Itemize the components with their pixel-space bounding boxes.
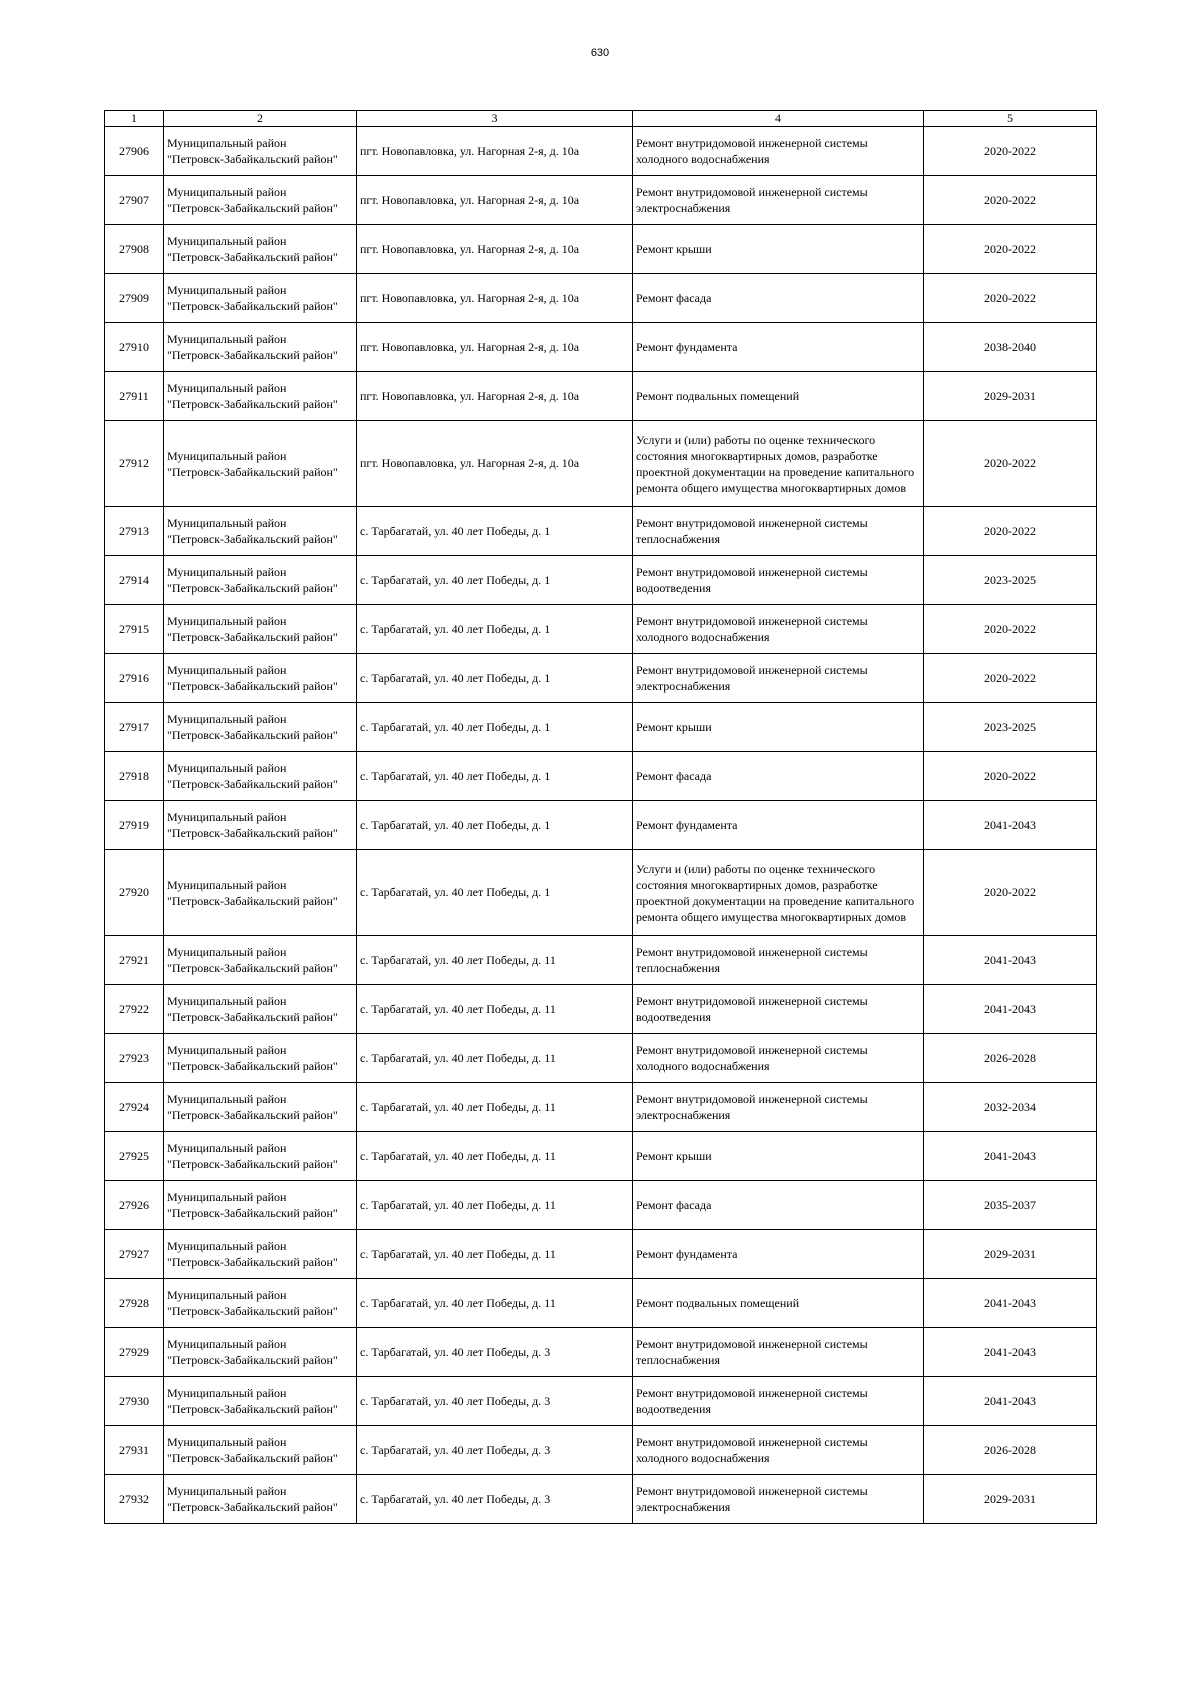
table-row <box>105 1083 1097 1132</box>
table-row <box>105 703 1097 752</box>
address-cell: с. Тарбагатай, ул. 40 лет Победы, д. 11 <box>357 1034 633 1083</box>
work-type-cell: Ремонт внутридомовой инженерной системы электроснабжения <box>633 1083 924 1132</box>
row-number-cell: 27910 <box>105 323 164 372</box>
address-cell: с. Тарбагатай, ул. 40 лет Победы, д. 3 <box>357 1328 633 1377</box>
work-type-cell: Ремонт фасада <box>633 752 924 801</box>
period-cell: 2020-2022 <box>924 752 1097 801</box>
table-row <box>105 274 1097 323</box>
address-cell: с. Тарбагатай, ул. 40 лет Победы, д. 1 <box>357 801 633 850</box>
row-number-cell: 27928 <box>105 1279 164 1328</box>
work-type-cell: Ремонт внутридомовой инженерной системы водоотведения <box>633 1377 924 1426</box>
address-cell: с. Тарбагатай, ул. 40 лет Победы, д. 3 <box>357 1426 633 1475</box>
period-cell: 2029-2031 <box>924 372 1097 421</box>
municipality-cell: Муниципальный район "Петровск-Забайкальский район" <box>164 654 357 703</box>
row-number-cell: 27916 <box>105 654 164 703</box>
period-cell: 2020-2022 <box>924 605 1097 654</box>
row-number-cell: 27931 <box>105 1426 164 1475</box>
period-cell: 2020-2022 <box>924 654 1097 703</box>
table-row <box>105 985 1097 1034</box>
municipality-cell: Муниципальный район "Петровск-Забайкальский район" <box>164 225 357 274</box>
row-number-cell: 27911 <box>105 372 164 421</box>
work-type-cell: Ремонт фасада <box>633 274 924 323</box>
address-cell: пгт. Новопавловка, ул. Нагорная 2-я, д. 10а <box>357 421 633 507</box>
address-cell: с. Тарбагатай, ул. 40 лет Победы, д. 1 <box>357 605 633 654</box>
column-header-3: 3 <box>357 111 633 127</box>
work-type-cell: Ремонт внутридомовой инженерной системы холодного водоснабжения <box>633 1034 924 1083</box>
table-row <box>105 1377 1097 1426</box>
municipality-cell: Муниципальный район "Петровск-Забайкальский район" <box>164 1181 357 1230</box>
address-cell: пгт. Новопавловка, ул. Нагорная 2-я, д. 10а <box>357 274 633 323</box>
row-number-cell: 27921 <box>105 936 164 985</box>
row-number-cell: 27924 <box>105 1083 164 1132</box>
row-number-cell: 27915 <box>105 605 164 654</box>
table-row <box>105 654 1097 703</box>
period-cell: 2026-2028 <box>924 1426 1097 1475</box>
address-cell: с. Тарбагатай, ул. 40 лет Победы, д. 1 <box>357 507 633 556</box>
address-cell: с. Тарбагатай, ул. 40 лет Победы, д. 11 <box>357 1083 633 1132</box>
municipality-cell: Муниципальный район "Петровск-Забайкальский район" <box>164 1034 357 1083</box>
table-row <box>105 507 1097 556</box>
table-row <box>105 850 1097 936</box>
period-cell: 2041-2043 <box>924 936 1097 985</box>
period-cell: 2041-2043 <box>924 1132 1097 1181</box>
work-type-cell: Услуги и (или) работы по оценке технического состояния многоквартирных домов, разработке проектной документации на проведение капитального ремонта общего имущества многоквартирных домов <box>633 421 924 507</box>
row-number-cell: 27917 <box>105 703 164 752</box>
address-cell: пгт. Новопавловка, ул. Нагорная 2-я, д. 10а <box>357 323 633 372</box>
row-number-cell: 27912 <box>105 421 164 507</box>
work-type-cell: Ремонт внутридомовой инженерной системы холодного водоснабжения <box>633 605 924 654</box>
municipality-cell: Муниципальный район "Петровск-Забайкальский район" <box>164 605 357 654</box>
work-type-cell: Ремонт внутридомовой инженерной системы холодного водоснабжения <box>633 127 924 176</box>
row-number-cell: 27926 <box>105 1181 164 1230</box>
municipality-cell: Муниципальный район "Петровск-Забайкальский район" <box>164 985 357 1034</box>
row-number-cell: 27914 <box>105 556 164 605</box>
row-number-cell: 27929 <box>105 1328 164 1377</box>
address-cell: пгт. Новопавловка, ул. Нагорная 2-я, д. 10а <box>357 225 633 274</box>
address-cell: с. Тарбагатай, ул. 40 лет Победы, д. 11 <box>357 1230 633 1279</box>
table-row <box>105 1328 1097 1377</box>
work-type-cell: Ремонт крыши <box>633 225 924 274</box>
column-header-1: 1 <box>105 111 164 127</box>
municipality-cell: Муниципальный район "Петровск-Забайкальский район" <box>164 372 357 421</box>
column-header-2: 2 <box>164 111 357 127</box>
period-cell: 2026-2028 <box>924 1034 1097 1083</box>
row-number-cell: 27927 <box>105 1230 164 1279</box>
municipality-cell: Муниципальный район "Петровск-Забайкальский район" <box>164 1328 357 1377</box>
period-cell: 2041-2043 <box>924 1279 1097 1328</box>
row-number-cell: 27913 <box>105 507 164 556</box>
address-cell: с. Тарбагатай, ул. 40 лет Победы, д. 3 <box>357 1475 633 1524</box>
table-row <box>105 1426 1097 1475</box>
work-type-cell: Ремонт внутридомовой инженерной системы теплоснабжения <box>633 1328 924 1377</box>
work-type-cell: Ремонт фасада <box>633 1181 924 1230</box>
row-number-cell: 27908 <box>105 225 164 274</box>
period-cell: 2020-2022 <box>924 176 1097 225</box>
municipality-cell: Муниципальный район "Петровск-Забайкальский район" <box>164 703 357 752</box>
address-cell: с. Тарбагатай, ул. 40 лет Победы, д. 3 <box>357 1377 633 1426</box>
address-cell: с. Тарбагатай, ул. 40 лет Победы, д. 1 <box>357 654 633 703</box>
municipality-cell: Муниципальный район "Петровск-Забайкальский район" <box>164 176 357 225</box>
address-cell: пгт. Новопавловка, ул. Нагорная 2-я, д. 10а <box>357 127 633 176</box>
column-header-4: 4 <box>633 111 924 127</box>
column-header-5: 5 <box>924 111 1097 127</box>
municipality-cell: Муниципальный район "Петровск-Забайкальский район" <box>164 556 357 605</box>
work-type-cell: Ремонт внутридомовой инженерной системы электроснабжения <box>633 1475 924 1524</box>
table-body <box>105 127 1097 1524</box>
work-type-cell: Ремонт внутридомовой инженерной системы холодного водоснабжения <box>633 1426 924 1475</box>
work-type-cell: Услуги и (или) работы по оценке технического состояния многоквартирных домов, разработке проектной документации на проведение капитального ремонта общего имущества многоквартирных домов <box>633 850 924 936</box>
period-cell: 2035-2037 <box>924 1181 1097 1230</box>
municipality-cell: Муниципальный район "Петровск-Забайкальский район" <box>164 127 357 176</box>
work-type-cell: Ремонт внутридомовой инженерной системы электроснабжения <box>633 176 924 225</box>
municipality-cell: Муниципальный район "Петровск-Забайкальский район" <box>164 323 357 372</box>
municipality-cell: Муниципальный район "Петровск-Забайкальский район" <box>164 752 357 801</box>
row-number-cell: 27922 <box>105 985 164 1034</box>
work-type-cell: Ремонт фундамента <box>633 323 924 372</box>
table-row <box>105 1132 1097 1181</box>
work-type-cell: Ремонт подвальных помещений <box>633 1279 924 1328</box>
table-row <box>105 421 1097 507</box>
period-cell: 2032-2034 <box>924 1083 1097 1132</box>
municipality-cell: Муниципальный район "Петровск-Забайкальский район" <box>164 850 357 936</box>
period-cell: 2029-2031 <box>924 1230 1097 1279</box>
table-row <box>105 1230 1097 1279</box>
period-cell: 2020-2022 <box>924 421 1097 507</box>
table-row <box>105 323 1097 372</box>
table-row <box>105 127 1097 176</box>
period-cell: 2020-2022 <box>924 225 1097 274</box>
row-number-cell: 27919 <box>105 801 164 850</box>
period-cell: 2020-2022 <box>924 507 1097 556</box>
municipality-cell: Муниципальный район "Петровск-Забайкальский район" <box>164 1475 357 1524</box>
period-cell: 2041-2043 <box>924 1328 1097 1377</box>
period-cell: 2038-2040 <box>924 323 1097 372</box>
address-cell: пгт. Новопавловка, ул. Нагорная 2-я, д. 10а <box>357 372 633 421</box>
table-row <box>105 1181 1097 1230</box>
period-cell: 2041-2043 <box>924 801 1097 850</box>
period-cell: 2020-2022 <box>924 127 1097 176</box>
municipality-cell: Муниципальный район "Петровск-Забайкальский район" <box>164 1230 357 1279</box>
municipality-cell: Муниципальный район "Петровск-Забайкальский район" <box>164 1132 357 1181</box>
address-cell: с. Тарбагатай, ул. 40 лет Победы, д. 11 <box>357 1132 633 1181</box>
work-type-cell: Ремонт крыши <box>633 1132 924 1181</box>
address-cell: с. Тарбагатай, ул. 40 лет Победы, д. 1 <box>357 703 633 752</box>
municipality-cell: Муниципальный район "Петровск-Забайкальский район" <box>164 274 357 323</box>
work-type-cell: Ремонт фундамента <box>633 801 924 850</box>
municipality-cell: Муниципальный район "Петровск-Забайкальский район" <box>164 936 357 985</box>
period-cell: 2029-2031 <box>924 1475 1097 1524</box>
address-cell: с. Тарбагатай, ул. 40 лет Победы, д. 1 <box>357 850 633 936</box>
row-number-cell: 27918 <box>105 752 164 801</box>
address-cell: с. Тарбагатай, ул. 40 лет Победы, д. 11 <box>357 985 633 1034</box>
table-row <box>105 1475 1097 1524</box>
row-number-cell: 27923 <box>105 1034 164 1083</box>
work-type-cell: Ремонт фундамента <box>633 1230 924 1279</box>
municipality-cell: Муниципальный район "Петровск-Забайкальский район" <box>164 1083 357 1132</box>
row-number-cell: 27920 <box>105 850 164 936</box>
row-number-cell: 27907 <box>105 176 164 225</box>
address-cell: с. Тарбагатай, ул. 40 лет Победы, д. 11 <box>357 1181 633 1230</box>
row-number-cell: 27925 <box>105 1132 164 1181</box>
work-type-cell: Ремонт внутридомовой инженерной системы электроснабжения <box>633 654 924 703</box>
work-type-cell: Ремонт подвальных помещений <box>633 372 924 421</box>
address-cell: пгт. Новопавловка, ул. Нагорная 2-я, д. 10а <box>357 176 633 225</box>
address-cell: с. Тарбагатай, ул. 40 лет Победы, д. 1 <box>357 556 633 605</box>
municipality-cell: Муниципальный район "Петровск-Забайкальский район" <box>164 801 357 850</box>
row-number-cell: 27906 <box>105 127 164 176</box>
table-row <box>105 801 1097 850</box>
row-number-cell: 27909 <box>105 274 164 323</box>
municipality-cell: Муниципальный район "Петровск-Забайкальский район" <box>164 1377 357 1426</box>
work-type-cell: Ремонт внутридомовой инженерной системы теплоснабжения <box>633 507 924 556</box>
municipality-cell: Муниципальный район "Петровск-Забайкальский район" <box>164 421 357 507</box>
column-number-row <box>105 111 1097 127</box>
page-number: 630 <box>590 47 610 59</box>
period-cell: 2023-2025 <box>924 556 1097 605</box>
repair-schedule-table <box>104 110 1097 1524</box>
table-row <box>105 1279 1097 1328</box>
row-number-cell: 27932 <box>105 1475 164 1524</box>
table-row <box>105 372 1097 421</box>
work-type-cell: Ремонт внутридомовой инженерной системы теплоснабжения <box>633 936 924 985</box>
row-number-cell: 27930 <box>105 1377 164 1426</box>
period-cell: 2020-2022 <box>924 274 1097 323</box>
municipality-cell: Муниципальный район "Петровск-Забайкальский район" <box>164 1279 357 1328</box>
address-cell: с. Тарбагатай, ул. 40 лет Победы, д. 11 <box>357 1279 633 1328</box>
table-row <box>105 752 1097 801</box>
address-cell: с. Тарбагатай, ул. 40 лет Победы, д. 1 <box>357 752 633 801</box>
period-cell: 2041-2043 <box>924 1377 1097 1426</box>
address-cell: с. Тарбагатай, ул. 40 лет Победы, д. 11 <box>357 936 633 985</box>
work-type-cell: Ремонт крыши <box>633 703 924 752</box>
work-type-cell: Ремонт внутридомовой инженерной системы водоотведения <box>633 985 924 1034</box>
table-row <box>105 936 1097 985</box>
work-type-cell: Ремонт внутридомовой инженерной системы водоотведения <box>633 556 924 605</box>
table-row <box>105 1034 1097 1083</box>
period-cell: 2023-2025 <box>924 703 1097 752</box>
table-row <box>105 225 1097 274</box>
table-row <box>105 605 1097 654</box>
period-cell: 2041-2043 <box>924 985 1097 1034</box>
municipality-cell: Муниципальный район "Петровск-Забайкальский район" <box>164 507 357 556</box>
period-cell: 2020-2022 <box>924 850 1097 936</box>
municipality-cell: Муниципальный район "Петровск-Забайкальский район" <box>164 1426 357 1475</box>
table-row <box>105 556 1097 605</box>
table-row <box>105 176 1097 225</box>
